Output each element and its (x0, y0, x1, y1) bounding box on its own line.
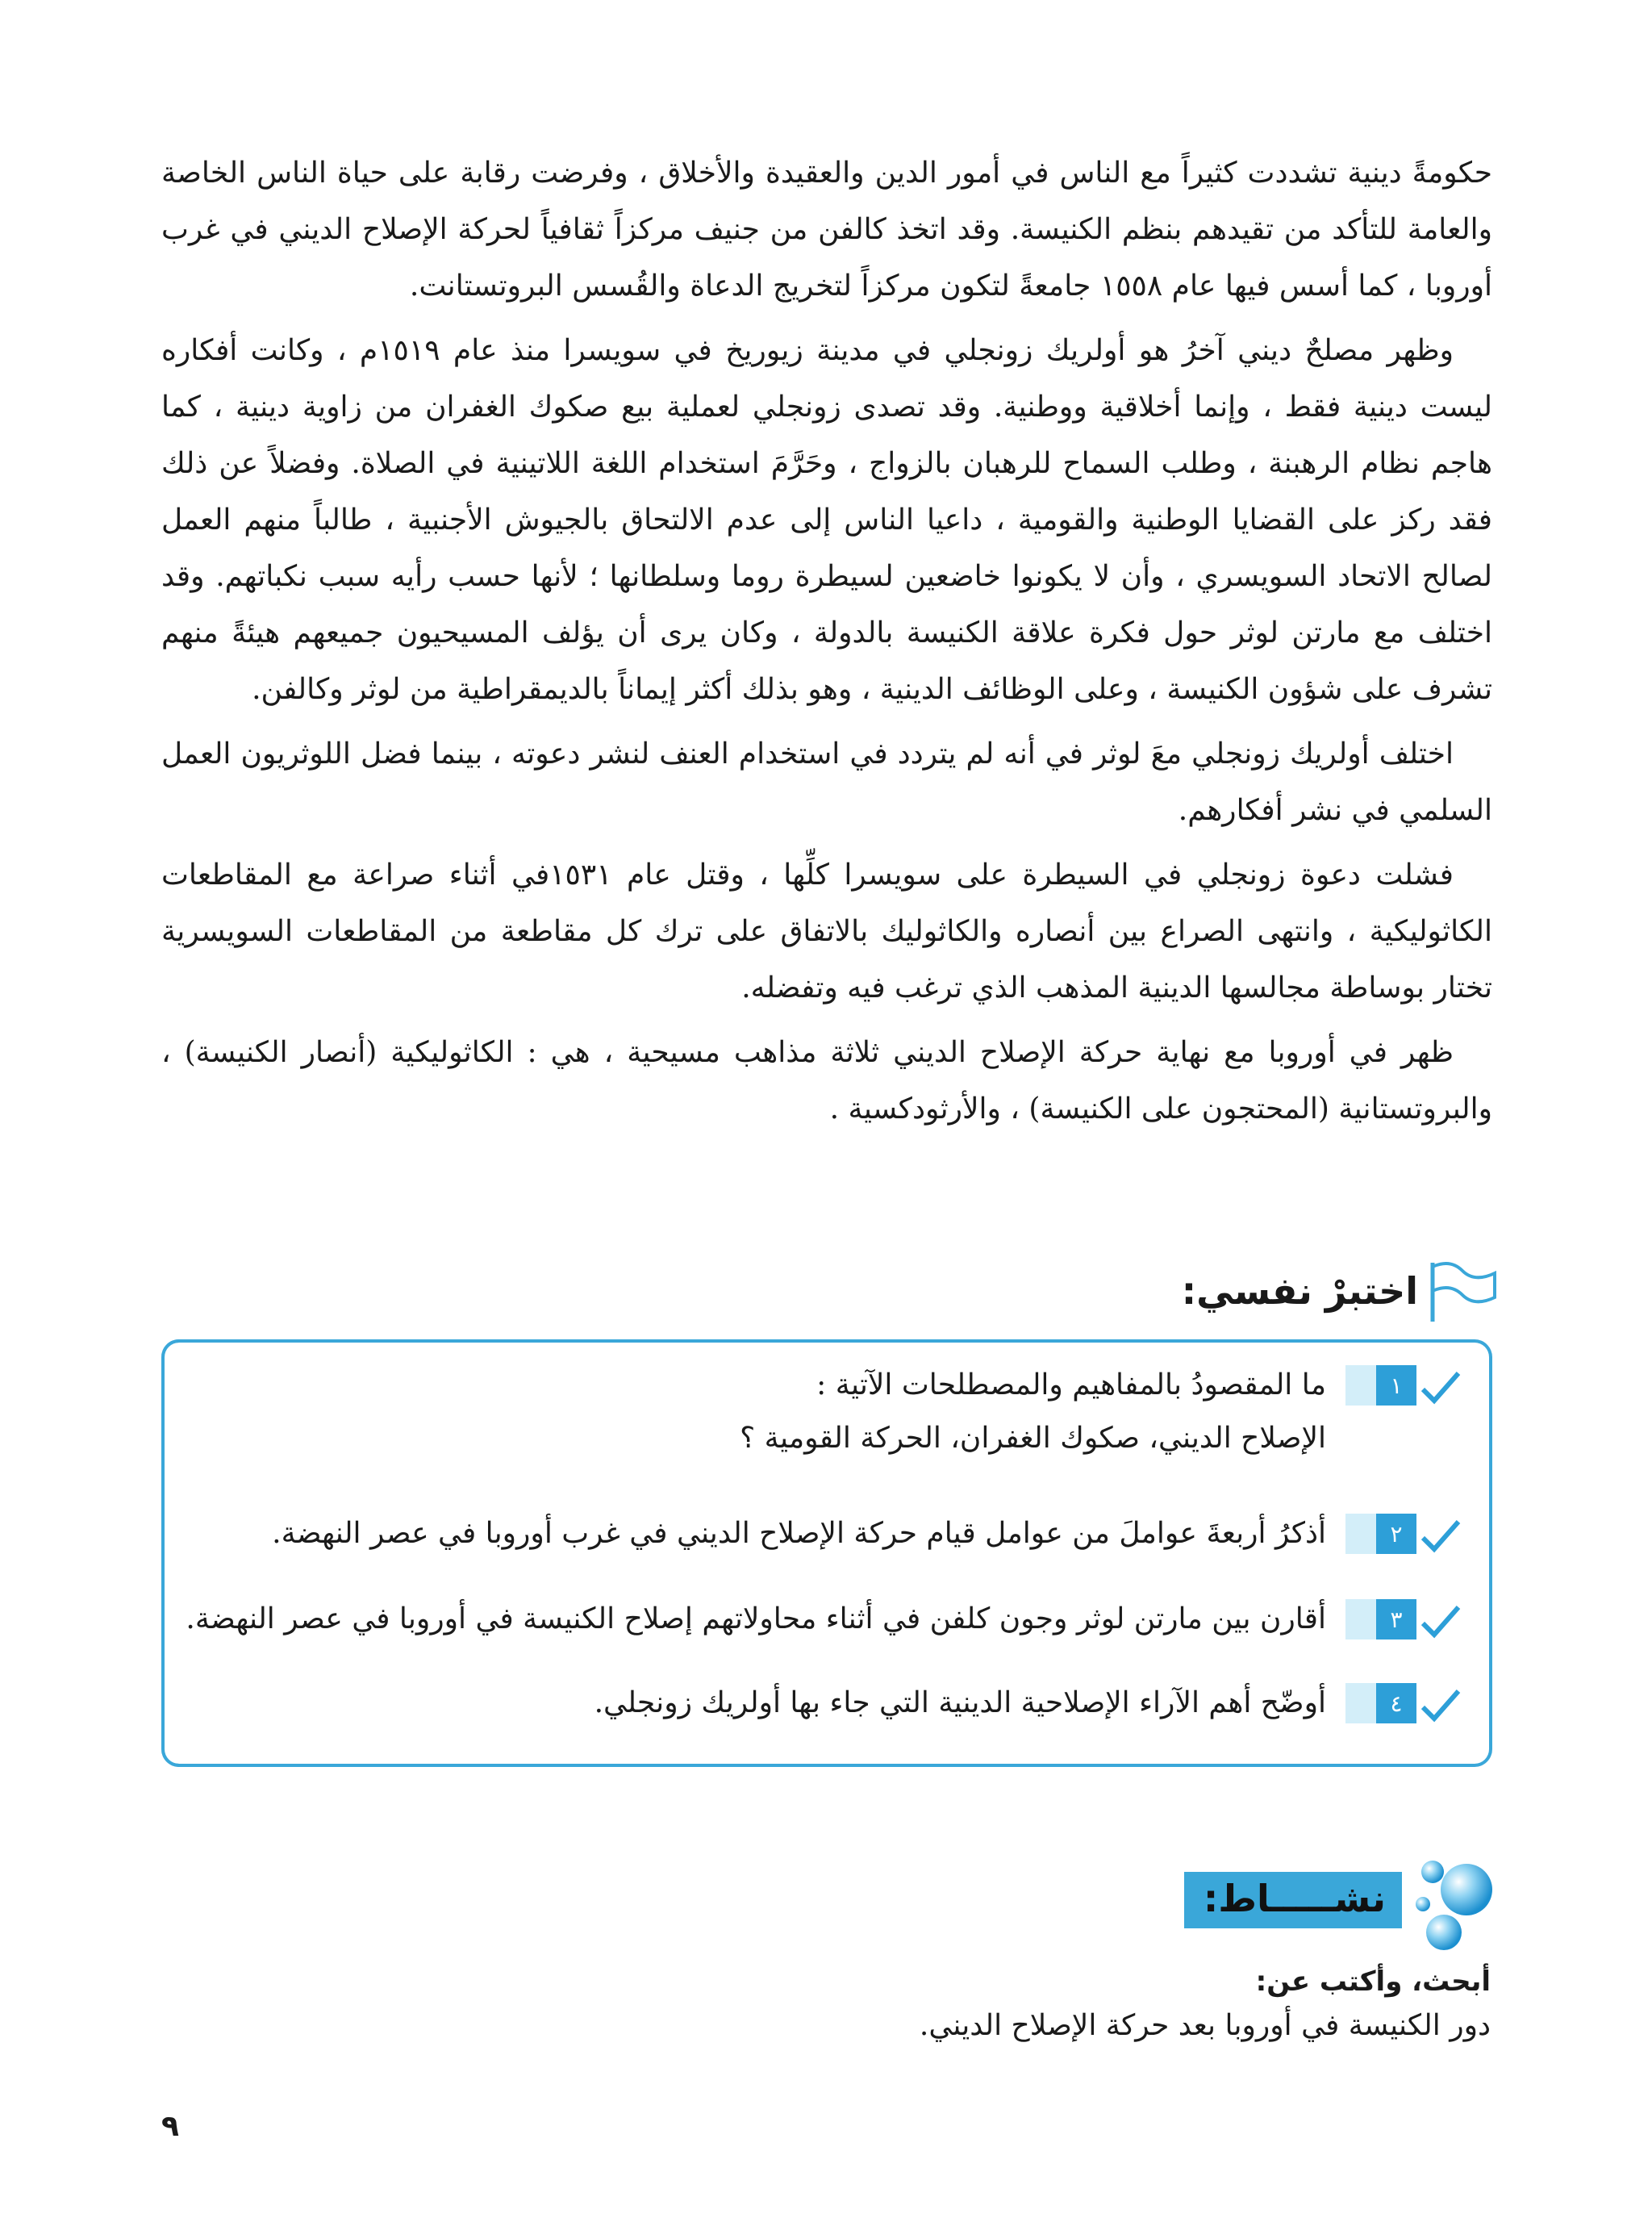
paragraph-1: حكومةً دينية تشددت كثيراً مع الناس في أمور الدين والعقيدة والأخلاق ، وفرضت رقابة على حياة الناس الخاصة والعامة للتأكد من تقيدهم بنظم الكنيسة. وقد اتخذ كالفن من جنيف مركزاً ثقافياً لحركة الإصلاح الديني في غرب أوروبا ، كما أسس فيها عام ١٥٥٨ جامعةً لتكون مركزاً لتخريج الدعاة والقُسس البروتستانت. (161, 157, 1492, 303)
check-icon (1416, 1514, 1465, 1559)
question-text: أذكرُ أربعةَ عواملَ من عوامل قيام حركة الإصلاح الديني في غرب أوروبا في عصر النهضة. (272, 1517, 1326, 1550)
test-title: اختبرْ نفسي: (1181, 1269, 1418, 1313)
check-icon (1416, 1365, 1465, 1410)
question-1 (740, 1365, 1465, 1465)
paragraph-5: ظهر في أوروبا مع نهاية حركة الإصلاح الديني ثلاثة مذاهب مسيحية ، هي : الكاثوليكية (أنصار الكنيسة) ، والبروتستانية (المحتجون على الكنيسة) ، والأرثودكسية . (161, 1036, 1492, 1126)
check-icon (1416, 1683, 1465, 1728)
question-text: أوضّح أهم الآراء الإصلاحية الدينية التي جاء بها أولريك زونجلي. (594, 1686, 1326, 1719)
question-text-continued: الإصلاح الديني، صكوك الغفران، الحركة القومية ؟ (740, 1422, 1326, 1455)
paragraph-4: فشلت دعوة زونجلي في السيطرة على سويسرا كلِّها ، وقتل عام ١٥٣١في أثناء صراعة مع المقاطعات الكاثوليكية ، وانتهى الصراع بين أنصاره والكاثوليك بالاتفاق على ترك كل مقاطعة من المقاطعات السويسرية تختار بوساطة مجالسها الدينية المذهب الذي ترغب فيه وتفضله. (161, 858, 1492, 1005)
flag-icon (1426, 1259, 1499, 1323)
page-number: ٩ (161, 2110, 179, 2143)
activity-subtitle: أبحث، وأكتب عن: (1255, 1965, 1491, 1998)
question-number-badge: ٤ (1345, 1683, 1416, 1723)
activity-title: نشـــــاط: (1184, 1872, 1402, 1928)
check-icon (1416, 1599, 1465, 1644)
bubbles-icon (1410, 1848, 1499, 1953)
question-number-badge: ٣ (1345, 1599, 1416, 1639)
question-2 (272, 1514, 1465, 1560)
question-number-badge: ١ (1345, 1365, 1416, 1406)
test-heading (1182, 1259, 1499, 1323)
activity-text: دور الكنيسة في أوروبا بعد حركة الإصلاح الديني. (919, 2009, 1491, 2042)
question-4 (594, 1683, 1465, 1730)
activity-section (920, 1848, 1499, 2042)
question-text: ما المقصودُ بالمفاهيم والمصطلحات الآتية : (816, 1368, 1326, 1401)
question-3 (186, 1599, 1465, 1646)
question-text: أقارن بين مارتن لوثر وجون كلفن في أثناء محاولاتهم إصلاح الكنيسة في أوروبا في عصر النهضة. (186, 1602, 1326, 1635)
test-box (161, 1339, 1492, 1767)
body-text (161, 145, 1492, 1146)
paragraph-3: اختلف أولريك زونجلي معَ لوثر في أنه لم يتردد في استخدام العنف لنشر دعوته ، بينما فضل اللوثريون العمل السلمي في نشر أفكارهم. (161, 737, 1492, 827)
question-number-badge: ٢ (1345, 1514, 1416, 1554)
paragraph-2: وظهر مصلحٌ ديني آخرُ هو أولريك زونجلي في مدينة زيوريخ في سويسرا منذ عام ١٥١٩م ، وكانت أفكاره ليست دينية فقط ، وإنما أخلاقية ووطنية. وقد تصدى زونجلي لعملية بيع صكوك الغفران من زاوية دينية ، كما هاجم نظام الرهبنة ، وطلب السماح للرهبان بالزواج ، وحَرَّمَ استخدام اللغة اللاتينية في الصلاة. وفضلاً عن ذلك فقد ركز على القضايا الوطنية والقومية ، داعيا الناس إلى عدم الالتحاق بالجيوش الأجنبية ، طالباً منهم العمل لصالح الاتحاد السويسري ، وأن لا يكونوا خاضعين لسيطرة روما وسلطانها ؛ لأنها حسب رأيه سبب نكباتهم. وقد اختلف مع مارتن لوثر حول فكرة علاقة الكنيسة بالدولة ، وكان يرى أن يؤلف المسيحيون جميعهم هيئةً منهم تشرف على شؤون الكنيسة ، وعلى الوظائف الدينية ، وهو بذلك أكثر إيماناً بالديمقراطية من لوثر وكالفن. (161, 334, 1492, 706)
